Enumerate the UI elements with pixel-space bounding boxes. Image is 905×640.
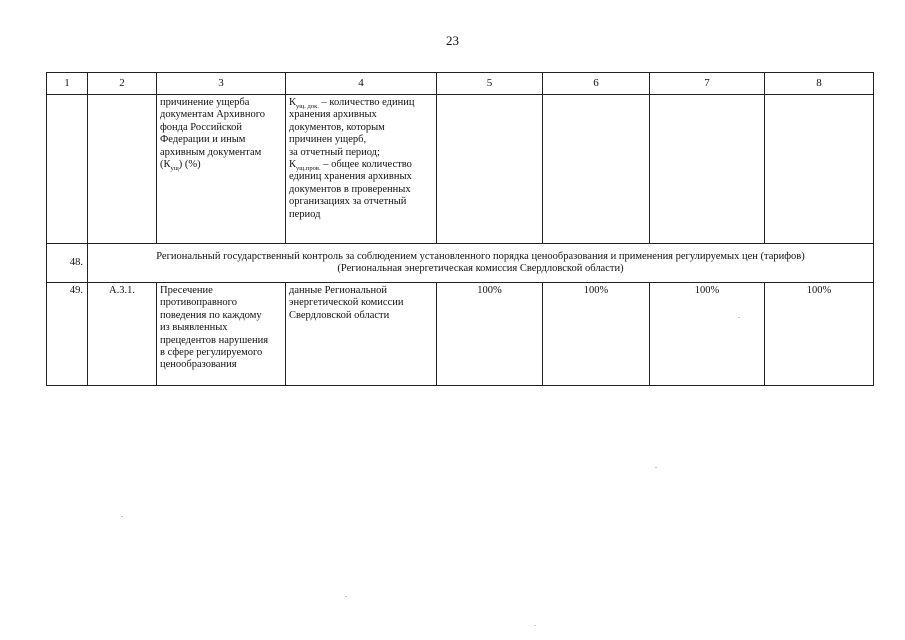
formula-line: документов, которым [289,121,385,133]
formula-definition-line: $К_{ущ. док.}$ – количество единиц [289,97,415,111]
indicator-formula: $(К_{ущ})$ (%) [160,159,201,173]
indicator-line: в сфере регулируемого [160,347,263,359]
column-header-7: 7 [650,73,765,95]
column-header-4: 4 [286,73,437,95]
scan-speck [345,596,347,597]
indicator-line: Пресечение [160,285,213,296]
source-line: Свердловской области [289,309,390,321]
indicator-line: Федерации и иным [160,134,246,146]
row-continuation-number-cell [47,95,88,244]
row-48-section-title [88,244,874,283]
column-number-header-row [47,73,874,95]
row-49-value-7: 100% [650,283,765,386]
scan-speck [534,625,536,626]
row-49-code: А.3.1. [88,283,157,386]
indicators-table [46,72,874,386]
column-header-5: 5 [437,73,543,95]
table-row-continuation [47,95,874,244]
row-49-value-5: 100% [437,283,543,386]
formula-line: период [289,208,321,220]
section-title-line: Региональный государственный контроль за соблюдением установленного порядка ценообразования и применения регулируемых цен (тарифов) [156,250,805,262]
row-continuation-value-7 [650,95,765,244]
source-line: данные Региональной [289,285,388,296]
source-line: энергетической комиссии [289,297,404,309]
indicator-line: противоправного [160,297,237,309]
formula-line: хранения архивных [289,109,377,121]
column-header-2: 2 [88,73,157,95]
formula-line: документов в проверенных [289,183,411,195]
indicator-line: документам Архивного [160,109,266,121]
row-continuation-value-6 [543,95,650,244]
scan-speck [655,467,657,468]
section-title-line: (Региональная энергетическая комиссия Свердловской области) [337,263,624,274]
indicator-line: из выявленных [160,322,228,334]
indicator-line: ценообразования [160,359,237,371]
formula-line: за отчетный период; [289,146,380,158]
indicator-line: причинение ущерба [160,97,250,108]
scan-speck [121,516,123,517]
row-48-number: 48. [47,244,88,283]
row-continuation-indicator-cell [157,95,286,244]
table-row-49 [47,283,874,386]
column-header-3: 3 [157,73,286,95]
formula-definition-line: $К_{ущ.пров.}$ – общее количество [289,159,412,173]
indicator-line: фонда Российской [160,121,243,133]
row-49-data-source [286,283,437,386]
row-49-value-6: 100% [543,283,650,386]
row-continuation-formula-cell [286,95,437,244]
table-row-section-48 [47,244,874,283]
row-continuation-value-8 [765,95,874,244]
row-49-value-8: 100% [765,283,874,386]
row-continuation-code-cell [88,95,157,244]
column-header-8: 8 [765,73,874,95]
formula-line: единиц хранения архивных [289,171,412,183]
page-number: 23 [446,33,459,48]
row-49-indicator [157,283,286,386]
column-header-1: 1 [47,73,88,95]
indicator-line: архивным документам [160,146,262,158]
scan-speck [738,317,740,318]
indicator-line: прецедентов нарушения [160,334,269,346]
formula-line: организациях за отчетный [289,196,407,208]
column-header-6: 6 [543,73,650,95]
row-continuation-value-5 [437,95,543,244]
formula-line: причинен ущерб, [289,134,367,146]
indicator-line: поведения по каждому [160,309,262,321]
row-49-number: 49. [47,283,88,386]
